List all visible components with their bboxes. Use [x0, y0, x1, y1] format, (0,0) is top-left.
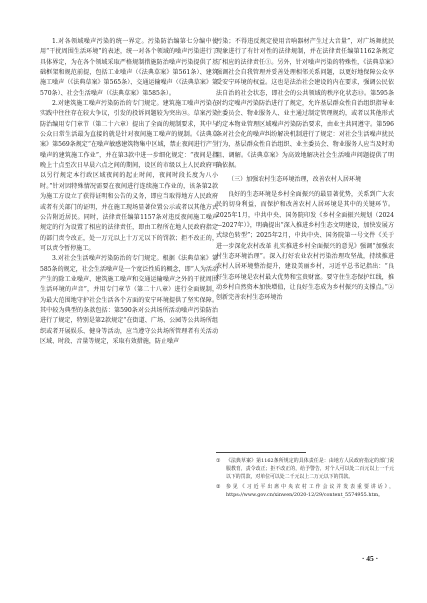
- paragraph-social-life-noise: 3.对社会生活噪声污染防治的专门规定。根据《法典草案》第585条的规定，社会生活噪声是一个宽泛性质的概念，即“人为活动产生的除工业噪声、建筑施工噪声和交通运输噪声之外的干扰周围生活环境的声音”，并用专门章节（第二十八章）进行全面规制，为最大范围地守护社会生活各个方面的安宁环境提供了坚实保障。其中较为典型的条款包括：第590条对公共场所活动噪声污染防治进行了规定，特别是第2款规定“在街道、广场、公园等公共场所组织或者开展娱乐、健身等活动，应当遵守公共场所管理者有关活动区域、时段、音量等规定，采取有效措施，防止噪声: [40, 255, 218, 345]
- paragraph-rural-ecology: 良好的生态环境是乡村全面振兴的最显著优势，关系到广大农民的切身利益，而保护和改善农村人居环境是其中的关键环节。2025年1月，中共中央、国务院印发《乡村全面振兴规划（2024—2027年）》，明确提出“深入推进乡村生态文明建设，加快发展方式绿色转型”；2025年2月，中共中央、国务院第一号文件《关于进一步深化农村改革 扎实推进乡村全面振兴的意见》强调“加强农村生态环境治理”。深入打好农业农村污染治理攻坚战，持续推进农村人居环境整治提升，建设美丽乡村，习近平总书记指出：“良好生态环境是农村最大优势和宝贵财富。要守住生态保护红线，推动乡村自然资本加快增值，让良好生态成为乡村振兴的支撑点。”②创新完善农村生态环境治: [216, 190, 394, 302]
- footnote-item: [216, 457, 394, 482]
- footnote-text: 参见《习近平出席中央农村工作会议并发表重要讲话》，https://www.gov.cn/xinwen/2020-12/29/content_5574955.htm。: [226, 483, 394, 498]
- footnote-mark: ①: [216, 458, 221, 464]
- page-number: · 45 ·: [361, 554, 379, 563]
- paragraph-construction-noise: 2.对建筑施工噪声污染防治的专门规定。建筑施工噪声污染在实践中往往存在较大争议，引发的投诉问题较为突出⑫。草案污染防治编用专门章节（第二十六章）提出了全面的规制要求，其中与公众日常生活最为直接的就是针对夜间施工噪声的规制。《法典草案》第569条规定“在噪声敏感建筑物集中区域，禁止夜间进行产生噪声的建筑施工作业”，并在第3款中进一步细化规定：“夜间是指晚上十点至次日早晨六点之间的期间，设区的市级以上人民政府可以另行规定本行政区域夜间的起止时间，夜间时段长度为八小时。”针对因特殊情况需要在夜间进行连续施工作业的，该条第2款为施工方设立了获得证明和公告的义务，即应当取得地方人民政府或者有关部门的证明，并在施工现场显著位置公示或者以其他方式公告附近居民。同时，法律责任编第1157条对违反夜间施工噪声规定的行为设置了相应的法律责任，即由工程所在地人民政府指定的部门责令改正，处一万元以上十万元以下的罚款；拒不改正的，可以责令暂停施工。: [40, 100, 218, 252]
- paragraph-noise-unified-definition: 1.对各领域噪声污染的统一界定。污染防治编第七分编中使用“干扰周围生活环境”的表述，统一对各个领域的噪声污染进行了具体界定，为在各个领域采取严格规制措施防治噪声污染提供了基础框架和规范前提，包括工业噪声（《法典草案》第561条）、建筑施工噪声（《法典草案》第565条）、交通运输噪声（《法典草案》第570条）、社会生活噪声（《法典草案》第585条）。: [40, 38, 218, 97]
- footnote-mark: ②: [216, 483, 221, 490]
- left-column: [40, 37, 218, 347]
- footnotes: [216, 457, 394, 500]
- footnote-text: 《法典草案》第1162条所规定的具体责任是：由地方人民政府指定的部门说服教育，责令改正；拒不改正的，给予警告，对个人可以处二百元以上一千元以下的罚款，对单位可以处二千元以上二万元以下的罚款。: [226, 458, 394, 481]
- section-heading-rural-environment: （三）加强农村生态环境治理，改善农村人居环境: [228, 176, 362, 184]
- paragraph-continued-noise: 污染；不得违反规定使用音响器材产生过大音量”，对广场舞扰民现象进行了有针对性的法律规制，并在法律责任编第1162条规定了相应的法律责任①。另外，针对噪声污染的特殊性，《法典草案》强调社会自我管理并妥善处理相邻关系问题，以更好地保障公众享受安宁环境的权益。这也是法治社会建设的内在要求，强调公民依法自治的社会状态，即社会的公共领域的秩序化状态⑬。第595条对约定噪声污染防治进行了规定，允许基层群众性自治组织指导业主委员会、物业服务人、业主通过制定管理规约，或者以其他形式约定本物业管理区域噪声污染防治要求，由业主共同遵守。第596条对社会化的噪声纠纷解决机制进行了规定：对社会生活噪声扰民行为，基层群众性自治组织、业主委员会、物业服务人应当及时劝阻、调解。《法典草案》为高效地解决社会生活噪声问题提供了明确依据。: [216, 38, 394, 170]
- right-column: [216, 37, 394, 304]
- footnote-divider: [216, 452, 306, 453]
- footnote-item: [216, 483, 394, 499]
